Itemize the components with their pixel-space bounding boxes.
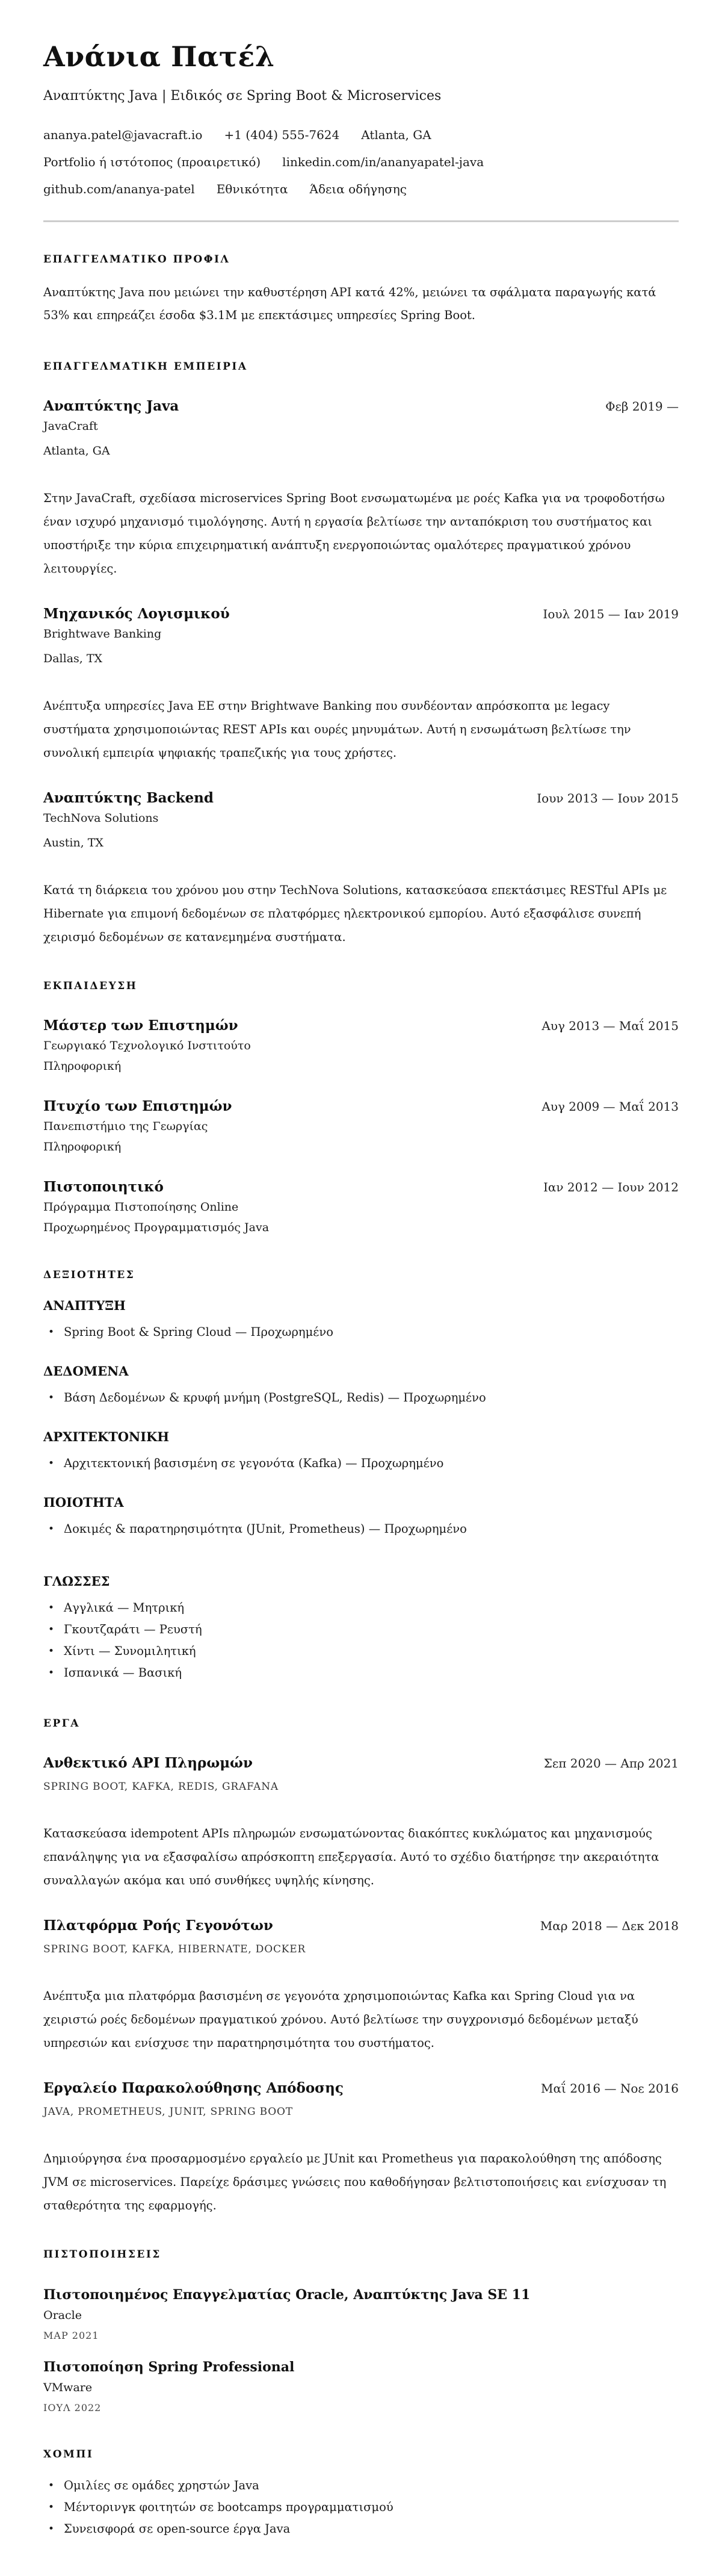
skill-item: • Δοκιμές & παρατηρησιμότητα (JUnit, Prometheus) — Προχωρημένο [43,1518,679,1540]
project-name: Πλατφόρμα Ροής Γεγονότων [43,1917,273,1934]
skill-group-heading: ΔΕΔΟΜΕΝΑ [43,1363,129,1379]
profile-heading: ΕΠΑΓΓΕΛΜΑΤΙΚΟ ΠΡΟΦΙΛ [43,253,230,265]
language-list [43,1597,679,1684]
contact-row-2 [43,155,679,169]
job-company: TechNova Solutions [43,811,159,825]
contact-row-3 [43,182,679,196]
skill-list [43,1321,679,1343]
job-title: Μηχανικός Λογισμικού [43,605,230,622]
section-experience [43,361,679,949]
project-dates: Μαρ 2018 — Δεκ 2018 [540,1918,679,1933]
skill-group-heading: ΑΝΑΠΤΥΞΗ [43,1297,126,1313]
project-description: Κατασκεύασα idempotent APIs πληρωμών ενσωματώνοντας διακόπτες κυκλώματος και μηχανισμούς επανάληψης για να εξασφαλίσω απρόσκοπτη επεξεργασία. Αυτό το σχέδιο διατήρησε την ακεραιότητα συναλλαγών ακόμα και υπό συνθήκες υψηλής κίνησης. [43,1826,659,1887]
certification-entry [43,2287,679,2341]
skill-list [43,1453,679,1474]
education-entry-head [43,1179,679,1195]
education-entry [43,1017,679,1073]
profile-summary: Αναπτύκτης Java που μειώνει την καθυστέρηση API κατά 42%, μειώνει τα σφάλματα παραγωγής κατά 53% και επηρεάζει έσοδα $3.1M με επεκτάσιμες υπηρεσίες Spring Boot. [43,285,656,322]
job-description: Κατά τη διάρκεια του χρόνου μου στην TechNova Solutions, κατασκεύασα επεκτάσιμες RESTful APIs με Hibernate για επιμονή δεδομένων σε πλατφόρμες ηλεκτρονικού εμπορίου. Αυτό εξασφάλισε συνεπή χειρισμό δεδομένων σε κατανεμημένα συστήματα. [43,883,667,944]
section-hobbies [43,2448,679,2540]
education-dates: Ιαν 2012 — Ιουν 2012 [543,1179,679,1194]
skill-group-heading: ΠΟΙΟΤΗΤΑ [43,1494,124,1510]
contact-github: github.com/ananya-patel [43,181,195,196]
hobbies-heading: ΧΟΜΠΙ [43,2448,94,2460]
project-name: Ανθεκτικό API Πληρωμών [43,1754,253,1771]
job-entry [43,606,679,765]
certification-name: Πιστοποίηση Spring Professional [43,2359,295,2375]
job-description: Ανέπτυξα υπηρεσίες Java EE στην Brightwave Banking που συνδέονταν απρόσκοπτα με legacy συστήματα χρησιμοποιώντας REST APIs και ουρές μηνυμάτων. Αυτή η ενσωμάτωση βελτίωσε την συνολική εμπειρία ψηφιακής τραπεζικής για τους χρήστες. [43,698,631,760]
project-entry-head [43,1917,679,1934]
project-entry-head [43,1755,679,1771]
language-item: • Γκουτζαράτι — Ρευστή [43,1619,679,1640]
contact-phone: +1 (404) 555-7624 [224,127,340,142]
education-entry [43,1179,679,1234]
section-profile [43,253,679,327]
contact-nationality: Εθνικότητα [216,181,288,196]
skill-item: • Spring Boot & Spring Cloud — Προχωρημένο [43,1321,679,1343]
skill-list [43,1518,679,1540]
certification-issuer: Oracle [43,2308,82,2322]
project-entry-head [43,2080,679,2096]
contact-portfolio: Portfolio ή ιστότοπος (προαιρετικό) [43,154,261,169]
job-dates: Ιουν 2013 — Ιουν 2015 [537,790,679,805]
contact-email: ananya.patel@javacraft.io [43,127,203,142]
person-title: Αναπτύκτης Java | Ειδικός σε Spring Boot & Microservices [43,88,442,104]
section-certifications [43,2249,679,2413]
language-item: • Ισπανικά — Βασική [43,1662,679,1684]
hobby-item: • Μέντορινγκ φοιτητών σε bootcamps προγραμματισμού [43,2497,679,2518]
project-dates: Σεπ 2020 — Απρ 2021 [543,1755,679,1771]
skills-heading: ΔΕΞΙΟΤΗΤΕΣ [43,1268,135,1281]
job-location: Atlanta, GA [43,444,110,458]
language-item: • Αγγλικά — Μητρική [43,1597,679,1619]
degree-title: Πτυχίο των Επιστημών [43,1097,232,1114]
school-name: Γεωργιακό Τεχνολογικό Ινστιτούτο [43,1038,251,1052]
project-tags: SPRING BOOT, KAFKA, REDIS, GRAFANA [43,1780,279,1793]
project-name: Εργαλείο Παρακολούθησης Απόδοσης [43,2079,344,2096]
job-location: Austin, TX [43,836,103,849]
job-entry-head [43,398,679,414]
projects-heading: ΕΡΓΑ [43,1717,80,1730]
certification-date: ΜΑΡ 2021 [43,2329,99,2341]
education-entry [43,1098,679,1153]
job-title: Αναπτύκτης Backend [43,789,214,806]
education-dates: Αυγ 2013 — Μαΐ 2015 [542,1018,679,1033]
job-entry [43,398,679,580]
education-heading: ΕΚΠΑΙΔΕΥΣΗ [43,979,138,992]
field-of-study: Πληροφορική [43,1140,122,1153]
hobby-item: • Συνεισφορά σε open-source έργα Java [43,2518,679,2540]
certification-entry [43,2359,679,2413]
education-dates: Αυγ 2009 — Μαΐ 2013 [542,1099,679,1114]
job-description: Στην JavaCraft, σχεδίασα microservices Spring Boot ενσωματωμένα με ροές Kafka για να τροφοδοτήσω έναν ισχυρό μηχανισμό τιμολόγησης. Αυτή η εργασία βελτίωσε την ανταπόκριση του συστήματος και υποστήριξε την κύρια επιχειρηματική ανάπτυξη ενεργοποιώντας ομαλότερες πραγματικού χρόνου λειτουργίες. [43,491,665,576]
contact-row-1 [43,128,679,142]
education-entry-head [43,1098,679,1114]
school-name: Πρόγραμμα Πιστοποίησης Online [43,1200,239,1214]
project-entry [43,2080,679,2217]
person-name: Ανάνια Πατέλ [43,40,275,73]
contact-driving-license: Άδεια οδήγησης [309,181,407,196]
project-tags: SPRING BOOT, KAFKA, HIBERNATE, DOCKER [43,1943,306,1955]
project-entry [43,1755,679,1892]
school-name: Πανεπιστήμιο της Γεωργίας [43,1119,208,1133]
job-title: Αναπτύκτης Java [43,397,179,414]
project-description: Δημιούργησα ένα προσαρμοσμένο εργαλείο με JUnit και Prometheus για παρακολούθηση της απόδοσης JVM σε microservices. Παρείχε δράσιμες γνώσεις που καθοδήγησαν βελτιστοποιήσεις και ενίσχυσαν τη σταθερότητα της εφαρμογής. [43,2151,667,2212]
project-entry [43,1917,679,2055]
degree-title: Μάστερ των Επιστημών [43,1017,238,1034]
job-entry-head [43,790,679,806]
job-location: Dallas, TX [43,651,103,665]
education-entry-head [43,1017,679,1034]
project-dates: Μαΐ 2016 — Νοε 2016 [541,2081,679,2096]
languages-heading: ΓΛΩΣΣΕΣ [43,1573,110,1589]
job-entry-head [43,606,679,622]
contact-linkedin: linkedin.com/in/ananyapatel-java [282,154,484,169]
skill-group-heading: ΑΡΧΙΤΕΚΤΟΝΙΚΗ [43,1429,170,1444]
experience-heading: ΕΠΑΓΓΕΛΜΑΤΙΚΗ ΕΜΠΕΙΡΙΑ [43,360,248,373]
section-education [43,980,679,1234]
skill-item: • Αρχιτεκτονική βασισμένη σε γεγονότα (Kafka) — Προχωρημένο [43,1453,679,1474]
certification-issuer: VMware [43,2380,93,2394]
certifications-heading: ΠΙΣΤΟΠΟΙΗΣΕΙΣ [43,2248,161,2261]
job-company: JavaCraft [43,419,98,433]
degree-title: Πιστοποιητικό [43,1178,164,1195]
skill-list [43,1387,679,1409]
hobby-list [43,2475,679,2540]
job-dates: Φεβ 2019 — [605,399,679,414]
field-of-study: Πληροφορική [43,1059,122,1073]
certification-date: ΙΟΥΛ 2022 [43,2401,102,2413]
certification-name: Πιστοποιημένος Επαγγελματίας Oracle, Αναπτύκτης Java SE 11 [43,2286,531,2303]
contact-location: Atlanta, GA [361,127,431,142]
hobby-item: • Ομιλίες σε ομάδες χρηστών Java [43,2475,679,2497]
job-company: Brightwave Banking [43,627,162,641]
section-projects [43,1718,679,2217]
job-entry [43,790,679,949]
section-skills [43,1269,679,1684]
skill-item: • Βάση Δεδομένων & κρυφή μνήμη (PostgreSQL, Redis) — Προχωρημένο [43,1387,679,1409]
resume-header [43,41,679,196]
job-dates: Ιουλ 2015 — Ιαν 2019 [543,606,679,621]
project-description: Ανέπτυξα μια πλατφόρμα βασισμένη σε γεγονότα χρησιμοποιώντας Kafka και Spring Cloud για να χειριστώ ροές δεδομένων πραγματικού χρόνου. Αυτό βελτίωσε την συγχρονισμό δεδομένων μεταξύ υπηρεσιών και ενίσχυσε την παρατηρησιμότητα του συστήματος. [43,1988,638,2050]
header-divider [43,220,679,222]
field-of-study: Προχωρημένος Προγραμματισμός Java [43,1220,270,1234]
language-item: • Χίντι — Συνομιλητική [43,1640,679,1662]
project-tags: JAVA, PROMETHEUS, JUNIT, SPRING BOOT [43,2105,293,2118]
